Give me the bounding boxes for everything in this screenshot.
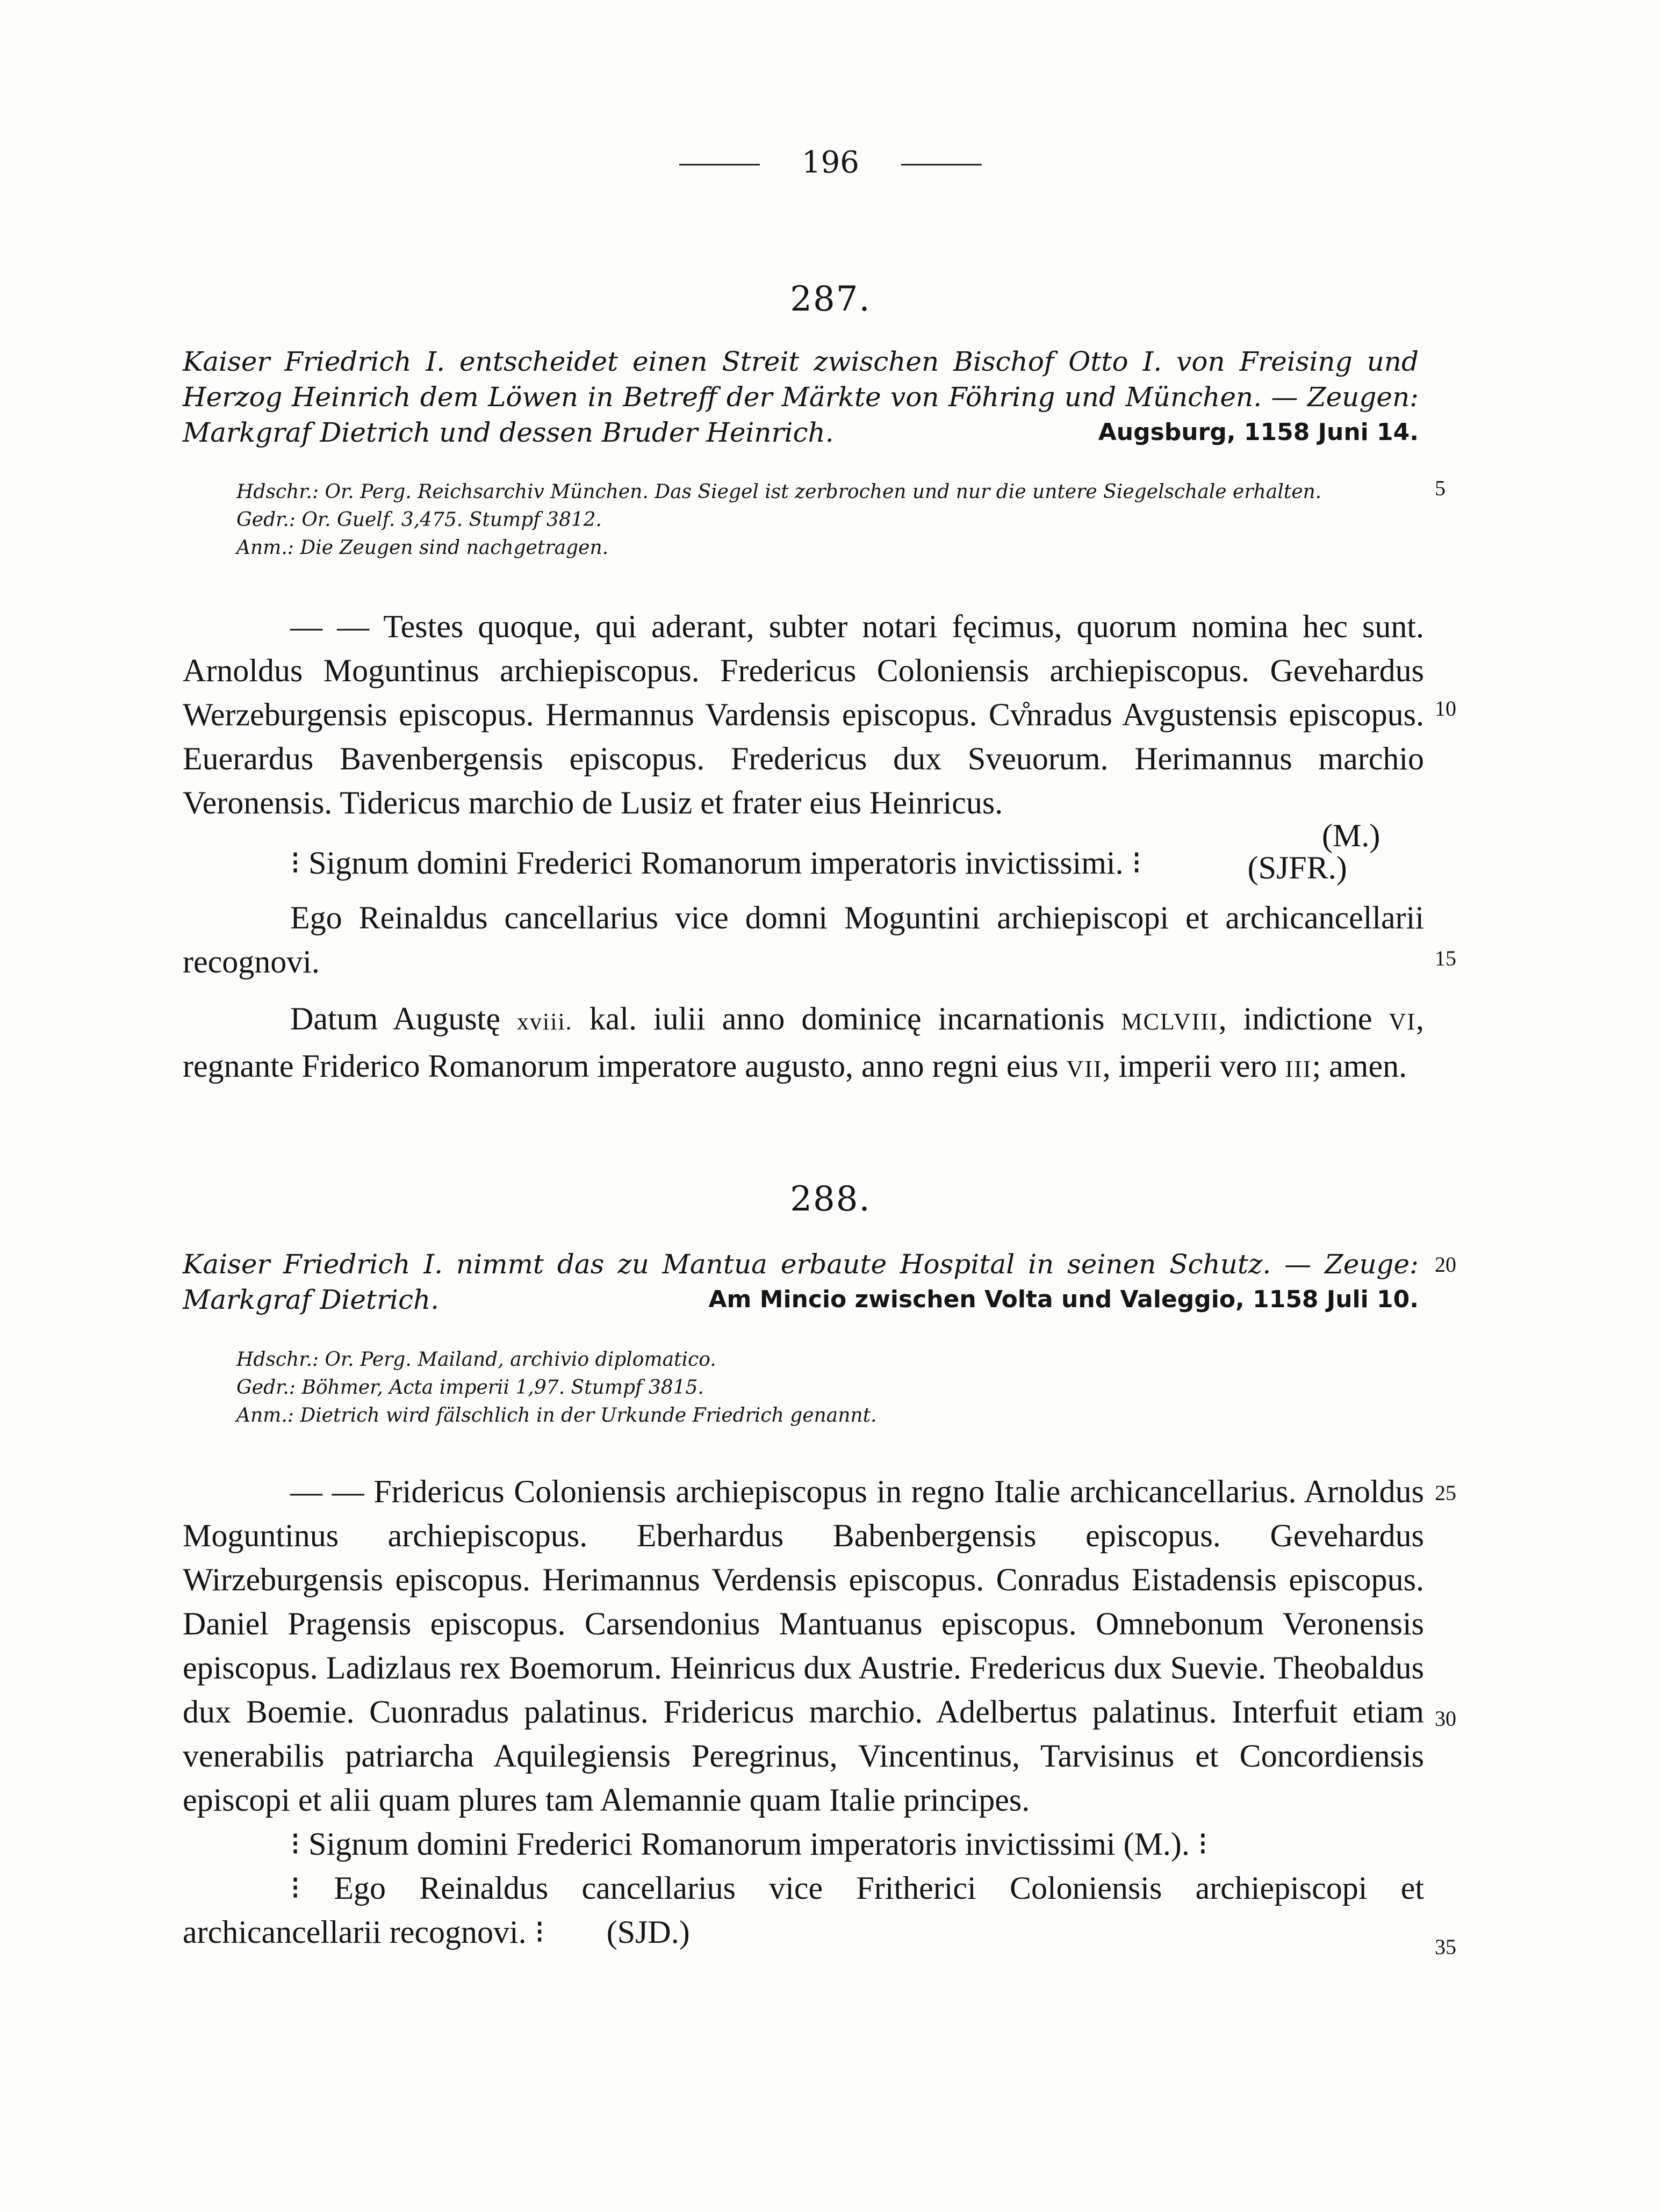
doc-287-datum-rest: , regnante Friderico Romanorum imperatore augusto, anno regni eius [183, 1001, 1424, 1084]
doc-287-datum-imp: , imperii vero [1102, 1048, 1285, 1084]
doc-288-signum: ⁝ Signum domini Frederici Romanorum imperatoris invictissimi (M.). ⁝ [290, 1826, 1208, 1862]
page-header [0, 145, 1661, 180]
doc-287-datum-ind-num: VI [1389, 1008, 1416, 1035]
doc-288-seal-sjd: (SJD.) [606, 1914, 690, 1950]
doc-288-note-hdschr: Hdschr.: Or. Perg. Mailand, archivio diplomatico. [236, 1349, 716, 1371]
doc-287-seal [1214, 819, 1380, 884]
doc-287-signum-line [183, 818, 1424, 885]
doc-287-place-date: Augsburg, 1158 Juni 14. [1098, 419, 1419, 446]
doc-287-note-hdschr: Hdschr.: Or. Perg. Reichsarchiv München. Das Siegel ist zerbrochen und nur die untere Siegelschale erhalten. [236, 481, 1322, 503]
line-number-35: 35 [1435, 1935, 1456, 1959]
doc-287-seal-sjfr: (SJFR.) [1247, 850, 1347, 885]
doc-287-note-anm: Anm.: Die Zeugen sind nachgetragen. [236, 537, 609, 559]
doc-287-datum-mid: kal. iulii anno dominicę incarnationis [572, 1001, 1121, 1036]
doc-287-recognition: Ego Reinaldus cancellarius vice domni Moguntini archiepiscopi et archicancellarii recognovi. [183, 900, 1424, 979]
doc-287-datum-imp-num: III [1285, 1056, 1312, 1082]
line-number-5: 5 [1435, 476, 1446, 500]
doc-288-number: 288. [790, 1179, 871, 1219]
doc-287-body [183, 604, 1424, 1091]
line-number-10: 10 [1435, 696, 1456, 720]
doc-287-number: 287. [790, 279, 871, 319]
doc-288-regest [183, 1246, 1419, 1317]
doc-287-witness-list: — — Testes quoque, qui aderant, subter notari fęcimus, quorum nomina hec sunt. Arnoldus Moguntinus archiepiscopus. Fredericus Coloniensis archiepiscopus. Gevehardus Werzeburgensis episcopus. Hermannus Vardensis episcopus. Cv̊nradus Avgustensis episcopus. Euerardus Bavenbergensis episcopus. Fredericus dux Sveuorum. Herimannus marchio Veronensis. Tidericus marchio de Lusiz et frater eius Heinricus. [183, 609, 1424, 820]
doc-288-recognition-text: ⁝ Ego Reinaldus cancellarius vice Fritherici Coloniensis archiepiscopi et archicancellarii recognovi. ⁝ [183, 1870, 1424, 1950]
doc-287-seal-monogram: (M.) [1322, 818, 1380, 853]
doc-287-datum [183, 997, 1424, 1091]
doc-288-witness-list: — — Fridericus Coloniensis archiepiscopus in regno Italie archicancellarius. Arnoldus Moguntinus archiepiscopus. Eberhardus Babenbergensis episcopus. Gevehardus Wirzeburgensis episcopus. Herimannus Verdensis episcopus. Conradus Eistadensis episcopus. Daniel Pragensis episcopus. Carsendonius Mantuanus episcopus. Omnebonum Veronensis episcopus. Ladizlaus rex Boemorum. Heinricus dux Austrie. Fredericus dux Suevie. Theobaldus dux Boemie. Cuonradus palatinus. Fridericus marchio. Adelbertus palatinus. Interfuit etiam venerabilis patriarcha Aquilegiensis Peregrinus, Vincentinus, Tarvisinus et Concordiensis episcopi et alii quam plures tam Alemannie quam Italie principes. [183, 1474, 1424, 1818]
doc-288-regest-text: Kaiser Friedrich I. nimmt das zu Mantua erbaute Hospital in seinen Schutz. — Zeuge: Markgraf Dietrich. [183, 1249, 1419, 1315]
doc-287-datum-regni: VII [1066, 1056, 1103, 1082]
line-number-25: 25 [1435, 1481, 1456, 1505]
doc-287-datum-day: xviii. [517, 1008, 573, 1035]
doc-287-datum-start: Datum Augustę [290, 1001, 517, 1036]
doc-287-note-gedr: Gedr.: Or. Guelf. 3,475. Stumpf 3812. [236, 509, 602, 531]
page-number: 196 [802, 145, 859, 180]
doc-288-notes [236, 1346, 1392, 1430]
doc-287-datum-end: ; amen. [1312, 1048, 1407, 1084]
doc-287-regest [183, 344, 1419, 450]
line-number-30: 30 [1435, 1706, 1456, 1731]
line-number-15: 15 [1435, 946, 1456, 970]
doc-287-signum: ⁝ Signum domini Frederici Romanorum imperatoris invictissimi. ⁝ [290, 845, 1142, 881]
doc-288-note-gedr: Gedr.: Böhmer, Acta imperii 1,97. Stumpf 3815. [236, 1377, 704, 1399]
header-rule-right [901, 164, 982, 165]
doc-287-datum-ind: , indictione [1218, 1001, 1389, 1036]
doc-288-body [183, 1469, 1424, 1954]
line-number-20: 20 [1435, 1252, 1456, 1277]
doc-288-recognition [183, 1866, 1424, 1954]
doc-287-datum-year: MCLVIII [1121, 1008, 1219, 1035]
doc-287-notes [236, 478, 1392, 562]
doc-288-note-anm: Anm.: Dietrich wird fälschlich in der Urkunde Friedrich genannt. [236, 1404, 877, 1426]
doc-287-regest-text: Kaiser Friedrich I. entscheidet einen Streit zwischen Bischof Otto I. von Freising und Herzog Heinrich dem Löwen in Betreff der Märkte von Föhring und München. — Zeugen: Markgraf Dietrich und dessen Bruder Heinrich. [183, 346, 1419, 448]
header-rule-left [679, 164, 760, 165]
doc-288-place-date: Am Mincio zwischen Volta und Valeggio, 1158 Juli 10. [708, 1286, 1419, 1313]
